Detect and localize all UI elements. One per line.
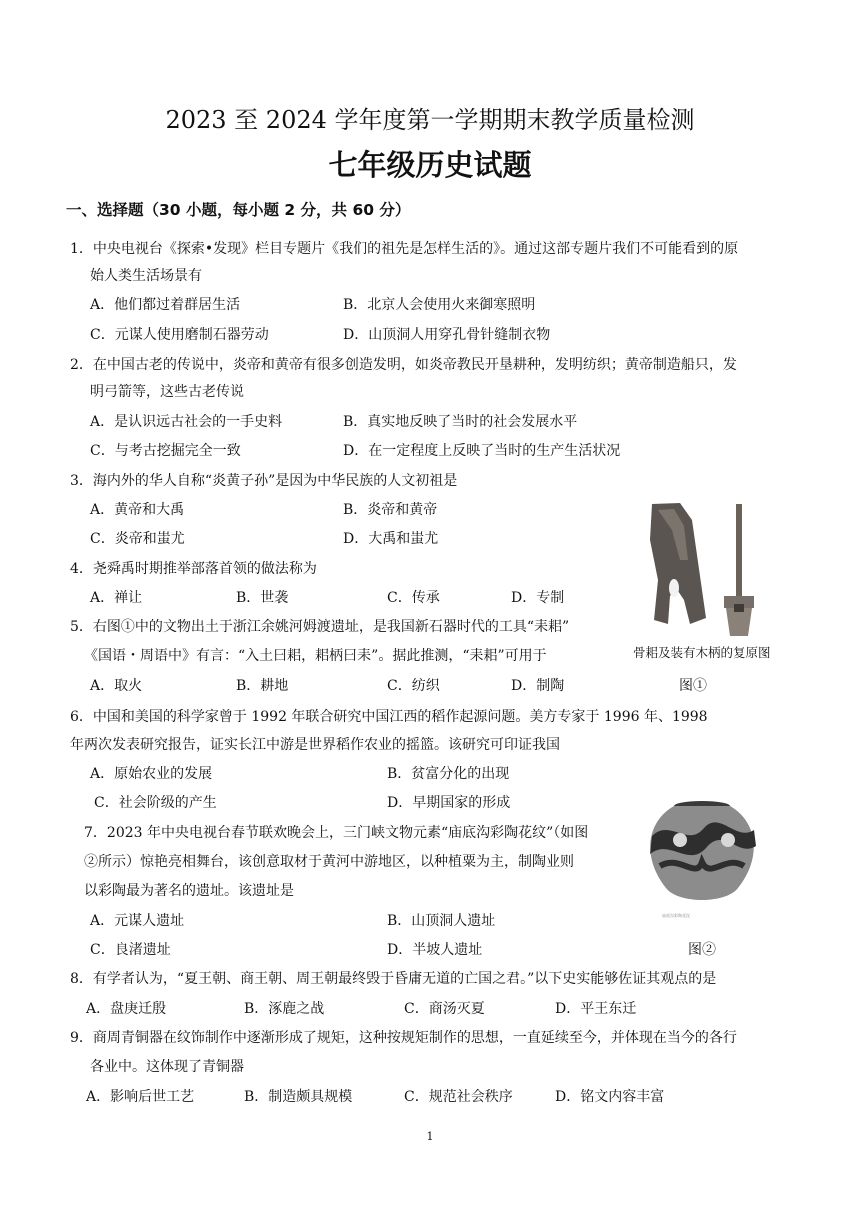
question-9-option-a: A．影响后世工艺 xyxy=(86,1089,195,1105)
page-number: 1 xyxy=(426,1130,434,1143)
question-3-option-c: C．炎帝和蚩尤 xyxy=(90,531,185,547)
question-5-line-2: 《国语・周语中》有言：“入土曰耜，耜柄曰耒”。据此推测，“耒耜”可用于 xyxy=(84,648,547,664)
question-4-line-1: 4．尧舜禹时期推举部落首领的做法称为 xyxy=(70,561,317,577)
question-7-line-2: ②所示）惊艳亮相舞台，该创意取材于黄河中游地区，以种植粟为主，制陶业则 xyxy=(84,854,574,870)
question-1-option-b: B．北京人会使用火来御寒照明 xyxy=(343,297,536,313)
bone-plough-figure xyxy=(640,500,770,640)
question-4-option-c: C．传承 xyxy=(387,590,440,606)
question-9-option-b: B．制造颇具规模 xyxy=(244,1089,353,1105)
figure-1-caption: 骨耜及装有木柄的复原图 xyxy=(633,645,771,660)
question-6-option-b: B．贫富分化的出现 xyxy=(387,766,510,782)
question-2-option-b: B．真实地反映了当时的社会发展水平 xyxy=(343,414,578,430)
question-1-line-2: 始人类生活场景有 xyxy=(90,268,202,284)
wooden-handle-replica-icon xyxy=(724,504,754,636)
question-7-line-3: 以彩陶最为著名的遗址。该遗址是 xyxy=(84,883,294,899)
question-1-option-d: D．山顶洞人用穿孔骨针缝制衣物 xyxy=(343,327,551,343)
question-6-line-1: 6．中国和美国的科学家曾于 1992 年联合研究中国江西的稻作起源问题。美方专家于 1996 年、1998 xyxy=(70,709,708,725)
question-8-option-a: A．盘庚迁殷 xyxy=(86,1001,167,1017)
question-1-option-a: A．他们都过着群居生活 xyxy=(90,297,241,313)
figure-2-label: 图② xyxy=(688,942,716,958)
question-7-option-c: C．良渚遗址 xyxy=(90,942,171,958)
question-2-option-c: C．与考古挖掘完全一致 xyxy=(90,443,241,459)
bone-spade-icon xyxy=(650,503,706,624)
question-5-option-d: D．制陶 xyxy=(511,678,565,694)
question-9-line-1: 9．商周青铜器在纹饰制作中逐渐形成了规矩，这种按规矩制作的思想，一直延续至今，并体现在当今的各行 xyxy=(70,1030,737,1046)
figure-1-label: 图① xyxy=(679,678,707,694)
question-1-line-1: 1．中央电视台《探索•发现》栏目专题片《我们的祖先是怎样生活的》。通过这部专题片我们不可能看到的原 xyxy=(70,241,739,257)
question-2-line-1: 2．在中国古老的传说中，炎帝和黄帝有很多创造发明，如炎帝教民开垦耕种，发明纺织；黄帝制造船只，发 xyxy=(70,357,737,373)
question-6-option-d: D．早期国家的形成 xyxy=(387,795,511,811)
question-3-option-d: D．大禹和蚩尤 xyxy=(343,531,439,547)
question-2-line-2: 明弓箭等，这些古老传说 xyxy=(90,384,244,400)
question-5-option-b: B．耕地 xyxy=(236,678,289,694)
question-5-option-a: A．取火 xyxy=(90,678,143,694)
question-3-option-b: B．炎帝和黄帝 xyxy=(343,502,438,518)
question-3-line-1: 3．海内外的华人自称“炎黄子孙”是因为中华民族的人文初祖是 xyxy=(70,473,458,489)
question-6-line-2: 年两次发表研究报告，证实长江中游是世界稻作农业的摇篮。该研究可印证我国 xyxy=(70,737,560,753)
question-6-option-a: A．原始农业的发展 xyxy=(90,766,213,782)
question-4-option-b: B．世袭 xyxy=(236,590,289,606)
question-7-option-a: A．元谋人遗址 xyxy=(90,913,185,929)
section-title: 一、选择题（30 小题，每小题 2 分，共 60 分） xyxy=(66,201,411,219)
question-3-option-a: A．黄帝和大禹 xyxy=(90,502,185,518)
question-5-option-c: C．纺织 xyxy=(387,678,440,694)
question-9-option-d: D．铭文内容丰富 xyxy=(555,1089,665,1105)
question-8-option-c: C．商汤灭夏 xyxy=(404,1001,485,1017)
figure-2-caption: 庙底沟彩陶花纹 xyxy=(662,913,690,918)
question-5-line-1: 5．右图①中的文物出土于浙江余姚河姆渡遗址，是我国新石器时代的工具“耒耜” xyxy=(70,619,570,635)
question-8-line-1: 8．有学者认为，“夏王朝、商王朝、周王朝最终毁于昏庸无道的亡国之君。”以下史实能够佐证其观点的是 xyxy=(70,971,717,987)
question-9-option-c: C．规范社会秩序 xyxy=(404,1089,513,1105)
question-1-option-c: C．元谋人使用磨制石器劳动 xyxy=(90,327,269,343)
painted-pottery-figure xyxy=(640,796,765,922)
question-4-option-d: D．专制 xyxy=(511,590,565,606)
question-7-option-b: B．山顶洞人遗址 xyxy=(387,913,496,929)
question-2-option-d: D．在一定程度上反映了当时的生产生活状况 xyxy=(343,443,621,459)
exam-header-title: 2023 至 2024 学年度第一学期期末教学质量检测 xyxy=(165,106,695,134)
question-8-option-b: B．涿鹿之战 xyxy=(244,1001,325,1017)
question-8-option-d: D．平王东迁 xyxy=(555,1001,637,1017)
painted-pottery-jar-icon xyxy=(650,801,756,900)
question-7-line-1: 7．2023 年中央电视台春节联欢晚会上，三门峡文物元素“庙底沟彩陶花纹”（如图 xyxy=(84,825,589,841)
question-6-option-c: C．社会阶级的产生 xyxy=(94,795,217,811)
question-9-line-2: 各业中。这体现了青铜器 xyxy=(90,1059,244,1075)
question-7-option-d: D．半坡人遗址 xyxy=(387,942,483,958)
question-2-option-a: A．是认识远古社会的一手史料 xyxy=(90,414,283,430)
question-4-option-a: A．禅让 xyxy=(90,590,143,606)
exam-subject-title: 七年级历史试题 xyxy=(328,148,532,182)
